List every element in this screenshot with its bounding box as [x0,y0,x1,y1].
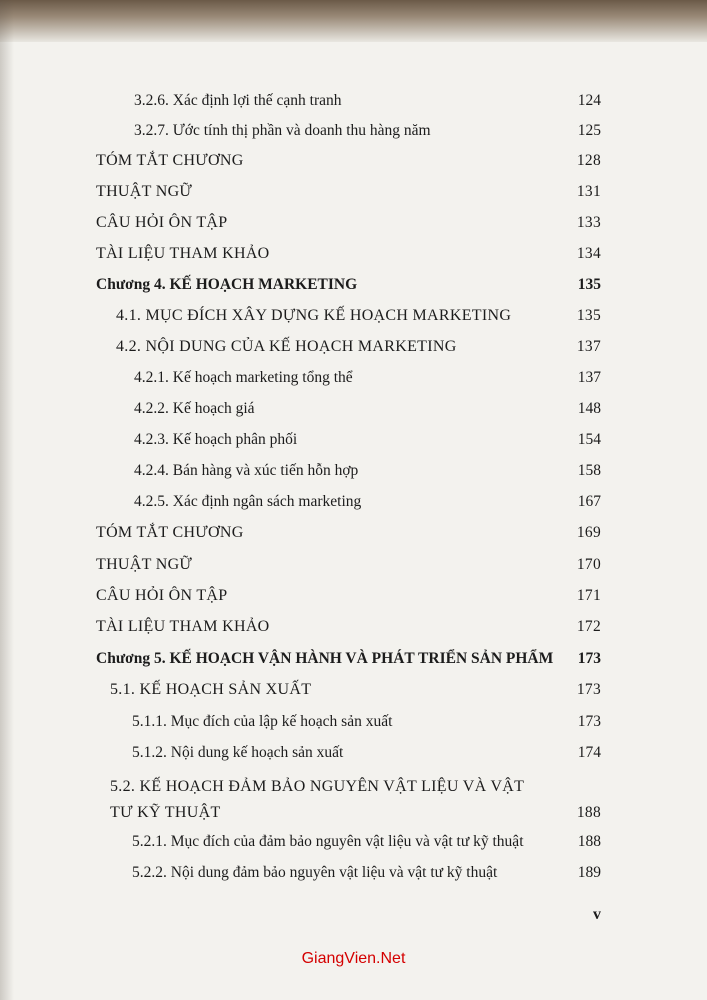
toc-entry-label: 4.2.4. Bán hàng và xúc tiến hỗn hợp [134,462,359,479]
toc-entry-page: 137 [576,338,601,355]
toc-entry [134,456,601,486]
toc-entry-page: 125 [577,122,601,139]
toc-chapter-entry [96,270,601,300]
toc-entry-label: 4.2.2. Kế hoạch giá [134,400,255,417]
toc-entry-page: 137 [577,369,601,386]
toc-entry [96,518,601,548]
toc-entry-label: 4.2.1. Kế hoạch marketing tổng thể [134,369,353,386]
toc-entry [132,738,601,768]
toc-entry [96,177,601,207]
toc-entry-page: 169 [576,524,601,541]
toc-entry [134,425,601,455]
toc-entry [134,116,601,146]
toc-entry-label: TÀI LIỆU THAM KHẢO [96,245,270,262]
toc-entry-label: TÓM TẮT CHƯƠNG [96,524,244,541]
watermark-text: GiangVien.Net [301,950,406,967]
toc-entry-page: 173 [576,681,601,698]
toc-entry-label: 5.2.1. Mục đích của đảm bảo nguyên vật liệu và vật tư kỹ thuật [132,833,524,850]
page-left-shadow [0,0,14,1000]
toc-entry-label: 5.1.1. Mục đích của lập kế hoạch sản xuất [132,713,393,730]
toc-entry-label: 4.2. NỘI DUNG CỦA KẾ HOẠCH MARKETING [116,338,457,355]
toc-entry-label: 5.1.2. Nội dung kế hoạch sản xuất [132,744,344,761]
toc-entry-page: 171 [576,587,601,604]
toc-entry-page: 124 [577,92,601,109]
toc-entry-page: 134 [576,245,601,262]
toc-entry [116,332,601,362]
toc-entry-label: 4.1. MỤC ĐÍCH XÂY DỰNG KẾ HOẠCH MARKETING [116,307,512,324]
page-number: v [593,906,601,923]
toc-entry-label: TÀI LIỆU THAM KHẢO [96,618,270,635]
toc-entry [96,612,601,642]
toc-entry-page: 148 [577,400,601,417]
toc-entry [96,581,601,611]
toc-chapter-entry [96,644,601,674]
toc-entry-page: 189 [577,864,601,881]
toc-entry-page: 172 [576,618,601,635]
toc-entry [96,208,601,238]
toc-entry-label: CÂU HỎI ÔN TẬP [96,214,228,231]
toc-entry-page: 170 [576,556,601,573]
toc-entry-page: 188 [577,833,601,850]
toc-entry-page: 173 [577,650,601,667]
toc-entry [132,707,601,737]
toc-entry-label: Chương 5. KẾ HOẠCH VẬN HÀNH VÀ PHÁT TRIỂN SẢN PHẨM [96,650,554,667]
toc-entry-page: 174 [577,744,601,761]
toc-entry-label: Chương 4. KẾ HOẠCH MARKETING [96,276,358,293]
toc-entry-label: 3.2.7. Ước tính thị phần và doanh thu hàng năm [134,122,431,139]
toc-entry [110,675,601,705]
toc-entry-label: THUẬT NGỮ [96,183,193,200]
toc-entry-page: 135 [577,276,601,293]
toc-entry-page: 188 [576,804,601,821]
toc-entry-label: 5.2. KẾ HOẠCH ĐẢM BẢO NGUYÊN VẬT LIỆU VÀ VẬT TƯ KỸ THUẬT [110,778,524,821]
toc-entry-label: 4.2.5. Xác định ngân sách marketing [134,493,362,510]
toc-entry-page: 128 [576,152,601,169]
toc-entry-page: 154 [577,431,601,448]
toc-entry [134,363,601,393]
toc-entry [134,394,601,424]
toc-entry-page: 167 [577,493,601,510]
toc-entry-label: 5.1. KẾ HOẠCH SẢN XUẤT [110,681,312,698]
toc-entry-label: TÓM TẮT CHƯƠNG [96,152,244,169]
toc-entry-page: 158 [577,462,601,479]
toc-entry [132,858,601,888]
toc-entry [96,239,601,269]
toc-entry-page: 131 [576,183,601,200]
toc-entry-label: THUẬT NGỮ [96,556,193,573]
toc-entry-label: 4.2.3. Kế hoạch phân phối [134,431,298,448]
toc-entry [134,86,601,116]
toc-entry [116,301,601,331]
toc-entry-page: 135 [576,307,601,324]
toc-entry [134,487,601,517]
toc-entry [96,146,601,176]
toc-entry [132,827,601,857]
toc-entry-label: 5.2.2. Nội dung đảm bảo nguyên vật liệu và vật tư kỹ thuật [132,864,498,881]
toc-entry-label: 3.2.6. Xác định lợi thế cạnh tranh [134,92,342,109]
page-top-edge [0,0,707,42]
toc-entry-page: 133 [576,214,601,231]
toc-entry [96,550,601,580]
toc-entry-label: CÂU HỎI ÔN TẬP [96,587,228,604]
toc-entry [110,774,601,828]
toc-entry-page: 173 [577,713,601,730]
